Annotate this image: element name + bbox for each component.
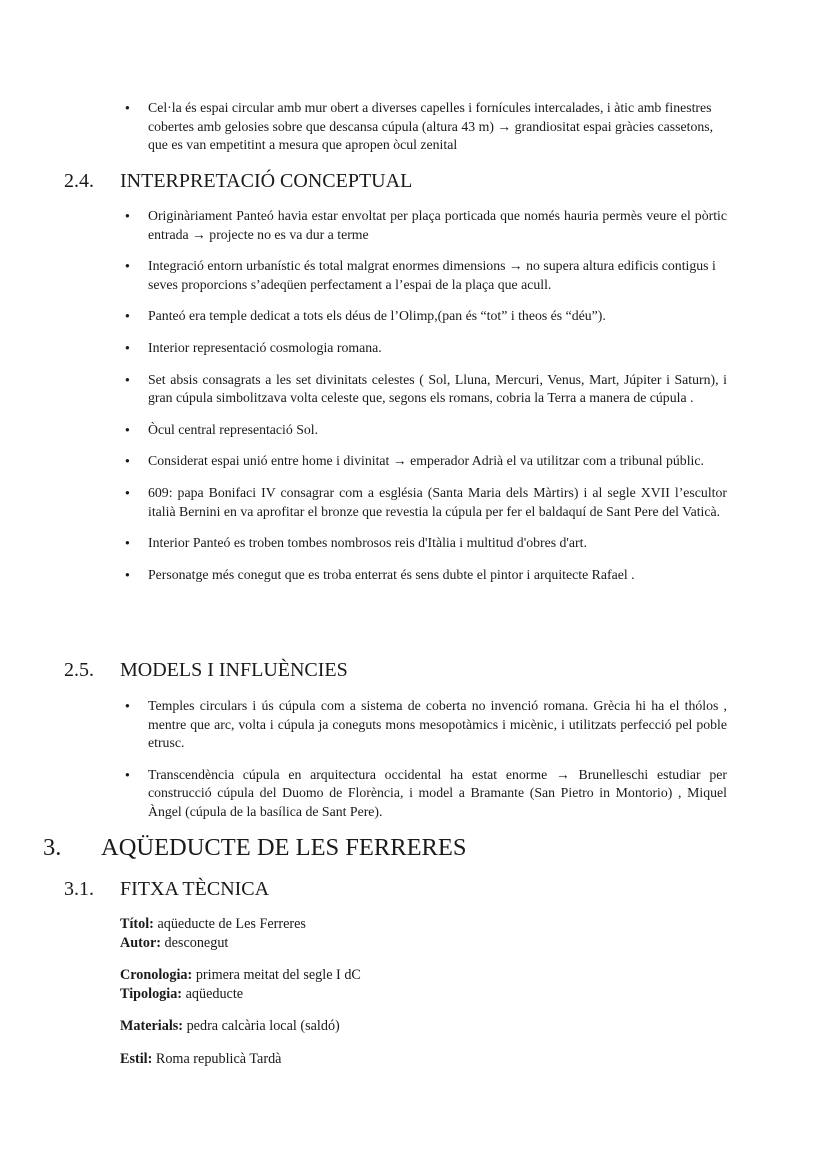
list-item: ● Originàriament Panteó havia estar envoltat per plaça porticada que només hauria permès veure el pòrtic entrada → projecte no es va dur a terme (122, 207, 727, 244)
field-label: Tipologia: (120, 985, 183, 1002)
field-titol (120, 915, 720, 934)
list-item: ● Interior representació cosmologia romana. (122, 339, 727, 358)
chapter-number: 3. (43, 834, 62, 861)
chapter-title: AQÜEDUCTE DE LES FERRERES (101, 834, 467, 861)
section-title: INTERPRETACIÓ CONCEPTUAL (120, 170, 413, 192)
list-item: ● Considerat espai unió entre home i divinitat → emperador Adrià el va utilitzar com a tribunal públic. (122, 452, 727, 471)
field-materials (120, 1017, 720, 1036)
field-value: aqüeducte de Les Ferreres (153, 916, 306, 932)
field-label: Materials: (120, 1018, 184, 1035)
field-label: Estil: (120, 1050, 153, 1067)
section-title: FITXA TÈCNICA (120, 878, 270, 900)
field-label: Autor: (120, 934, 161, 951)
field-estil (120, 1050, 720, 1069)
list-item: ● Integració entorn urbanístic és total malgrat enormes dimensions → no supera altura edificis contigus i seves proporcions s’adeqüen perfectament a l’espai de la plaça que acull. (122, 257, 727, 294)
section-2-5-bullet-list (122, 697, 727, 822)
technical-sheet (120, 915, 720, 1069)
field-value: primera meitat del segle I dC (192, 967, 361, 984)
field-autor (120, 934, 720, 953)
section-2-4-bullet-list (122, 207, 727, 584)
field-value: aqüeducte (182, 985, 244, 1002)
section-number: 2.4. (64, 170, 94, 192)
field-value: Roma republicà Tardà (152, 1050, 282, 1067)
list-item: ● 609: papa Bonifaci IV consagrar com a església (Santa Maria dels Màrtirs) i al segle XVII l’escultor italià Bernini en va aprofitar el bronze que revestia la cúpula per fer el baldaquí de Sant Pere del Vaticà. (122, 484, 727, 521)
section-number: 3.1. (64, 878, 94, 900)
field-label: Cronologia: (120, 967, 193, 984)
list-item: ● Transcendència cúpula en arquitectura occidental ha estat enorme → Brunelleschi estudiar per construcció cúpula del Duomo de Florència, i model a Bramante (San Pietro in Montorio) , Miquel Àngel (cúpula de la basílica de Sant Pere). (122, 766, 727, 822)
field-value: pedra calcària local (saldó) (183, 1018, 340, 1035)
field-tipologia (120, 985, 720, 1004)
list-item: ● Òcul central representació Sol. (122, 421, 727, 440)
list-item: ● Cel·la és espai circular amb mur obert a diverses capelles i fornícules intercalades, i àtic amb finestres cobertes amb gelosies sobre que descansa cúpula (altura 43 m) → grandiositat espai gràcies cassetons, que es van empetitint a mesura que apropen òcul zenital (122, 99, 727, 155)
section-number: 2.5. (64, 659, 94, 681)
list-item: ● Set absis consagrats a les set divinitats celestes ( Sol, Lluna, Mercuri, Venus, Mart, Júpiter i Saturn), i gran cúpula simbolitzava volta celeste que, segons els romans, cobria la Terra a manera de cúpula . (122, 371, 727, 408)
intro-bullet-list (122, 99, 727, 155)
field-value: desconegut (160, 934, 229, 951)
list-item: ● Temples circulars i ús cúpula com a sistema de coberta no invenció romana. Grècia hi ha el thólos , mentre que arc, volta i cúpula ja coneguts mons mesopotàmics i micènic, i utilitzats perfecció pel poble etrusc. (122, 697, 727, 753)
list-item: ● Panteó era temple dedicat a tots els déus de l’Olimp,(pan és “tot” i theos és “déu”). (122, 307, 727, 326)
field-cronologia (120, 966, 720, 985)
list-item: ● Personatge més conegut que es troba enterrat és sens dubte el pintor i arquitecte Rafael . (122, 566, 727, 585)
list-item: ● Interior Panteó es troben tombes nombrosos reis d'Itàlia i multitud d'obres d'art. (122, 534, 727, 553)
section-title: MODELS I INFLUÈNCIES (120, 659, 348, 681)
field-label: Títol: (120, 916, 154, 932)
